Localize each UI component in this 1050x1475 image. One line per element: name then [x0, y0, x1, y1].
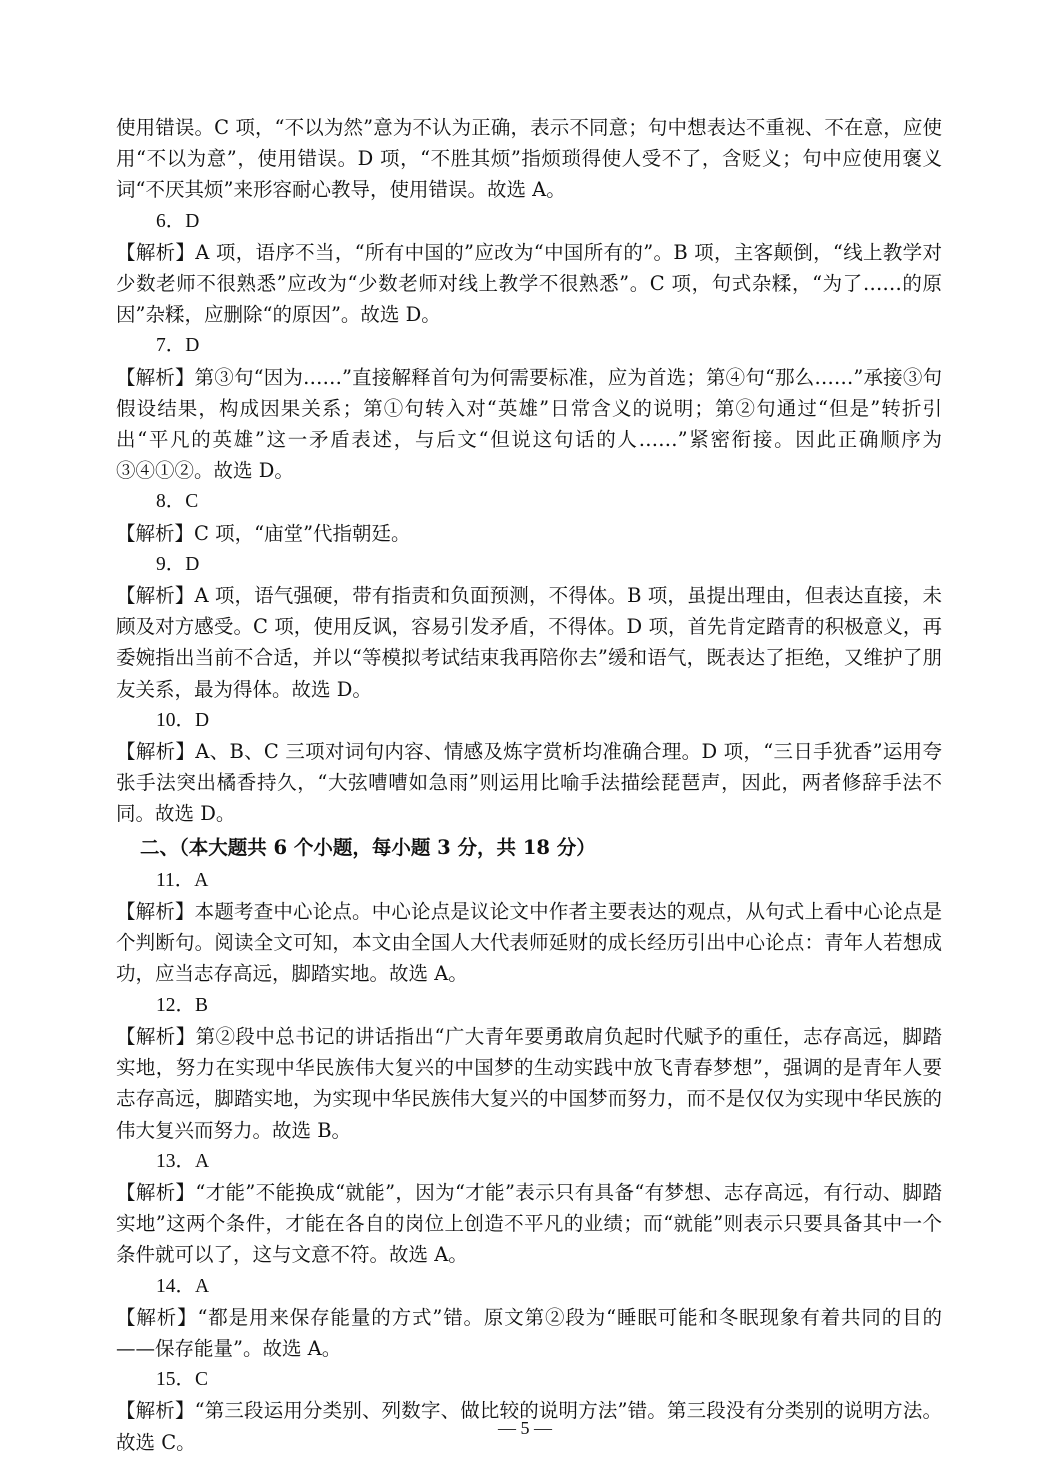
item-number: 12．B [156, 994, 209, 1016]
item-analysis: 【解析】“才能”不能换成“就能”，因为“才能”表示只有具备“有梦想、志存高远，有行动、脚踏实地”这两个条件，才能在各自的岗位上创造不平凡的业绩；而“就能”则表示只要具备其中一个条件就可以了，这与文意不符。故选 A。 [116, 1180, 942, 1267]
item-6 [116, 206, 942, 331]
item-analysis: 【解析】A 项，语序不当，“所有中国的”应改为“中国所有的”。B 项，主客颠倒，“线上教学对少数老师不很熟悉”应改为“少数老师对线上教学不很熟悉”。C 项，句式杂糅，“为了……的原因”杂糅，应删除“的原因”。故选 D。 [116, 240, 942, 327]
item-analysis: 【解析】A、B、C 三项对词句内容、情感及炼字赏析均准确合理。D 项，“三日手犹香”运用夸张手法突出橘香持久，“大弦嘈嘈如急雨”则运用比喻手法描绘琵琶声，因此，两者修辞手法不同。故选 D。 [116, 740, 942, 826]
item-analysis: 【解析】第②段中总书记的讲话指出“广大青年要勇敢肩负起时代赋予的重任，志存高远，脚踏实地，努力在实现中华民族伟大复兴的中国梦的生动实践中放飞青春梦想”，强调的是青年人要志存高远，脚踏实地，为实现中华民族伟大复兴的中国梦而努力，而不是仅仅为实现中华民族的伟大复兴而努力。故选 B。 [116, 1024, 942, 1142]
item-analysis: 【解析】“第三段运用分类别、列数字、做比较的说明方法”错。第三段没有分类别的说明方法。故选 C。 [116, 1399, 942, 1454]
item-8 [116, 486, 942, 548]
item-number: 8．C [156, 491, 199, 513]
item-number: 14．A [156, 1275, 210, 1297]
answer-document [116, 112, 942, 1458]
item-analysis: 【解析】本题考查中心论点。中心论点是议论文中作者主要表达的观点，从句式上看中心论点是个判断句。阅读全文可知，本文由全国人大代表师延财的成长经历引出中心论点：青年人若想成功，应当志存高远，脚踏实地。故选 A。 [116, 900, 942, 986]
item-7 [116, 330, 942, 486]
item-number: 15．C [156, 1369, 209, 1391]
item-number: 13．A [156, 1150, 210, 1172]
item-11 [116, 865, 942, 990]
intro-paragraph: 使用错误。C 项，“不以为然”意为不认为正确，表示不同意；句中想表达不重视、不在意，应使用“不以为意”，使用错误。D 项，“不胜其烦”指烦琐得使人受不了，含贬义；句中应使用褒义词“不厌其烦”来形容耐心教导，使用错误。故选 A。 [116, 116, 942, 202]
item-number: 7．D [156, 335, 200, 357]
item-analysis: 【解析】“都是用来保存能量的方式”错。原文第②段为“睡眠可能和冬眠现象有着共同的目的——保存能量”。故选 A。 [116, 1305, 942, 1360]
item-12 [116, 990, 942, 1146]
item-analysis: 【解析】C 项，“庙堂”代指朝廷。 [116, 521, 411, 545]
item-analysis: 【解析】第③句“因为……”直接解释首句为何需要标准，应为首选；第④句“那么……”承接③句假设结果，构成因果关系；第①句转入对“英雄”日常含义的说明；第②句通过“但是”转折引出“平凡的英雄”这一矛盾表述，与后文“但说这句话的人……”紧密衔接。因此正确顺序为③④①②。故选 D。 [116, 365, 942, 483]
item-number: 10．D [156, 709, 210, 731]
item-number: 11．A [156, 869, 209, 891]
page-number: — 5 — [498, 1418, 552, 1438]
section-heading: 二、（本大题共 6 个小题，每小题 3 分，共 18 分） [140, 835, 596, 859]
item-analysis: 【解析】A 项，语气强硬，带有指责和负面预测，不得体。B 项，虽提出理由，但表达直接，未顾及对方感受。C 项，使用反讽，容易引发矛盾，不得体。D 项，首先肯定踏青的积极意义，再委婉指出当前不合适，并以“等模拟考试结束我再陪你去”缓和语气，既表达了拒绝，又维护了朋友关系，最为得体。故选 D。 [116, 584, 942, 701]
item-number: 6．D [156, 210, 200, 232]
item-14 [116, 1271, 942, 1365]
item-9 [116, 549, 942, 705]
item-15 [116, 1364, 942, 1458]
item-number: 9．D [156, 553, 200, 575]
item-10 [116, 705, 942, 830]
item-13 [116, 1146, 942, 1271]
